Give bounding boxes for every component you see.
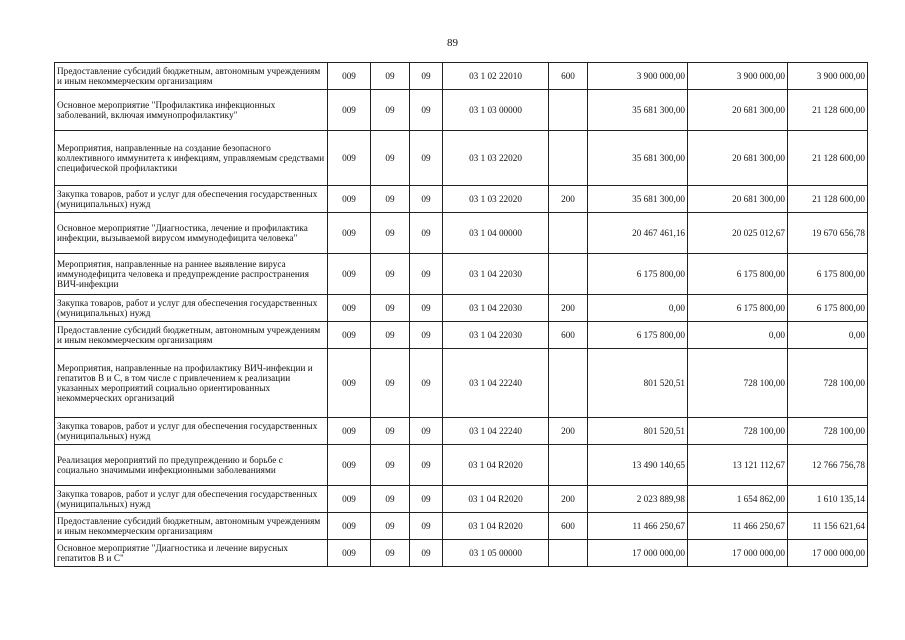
- amount-year3-cell: 0,00: [788, 322, 868, 349]
- table-body: [55, 63, 868, 567]
- table-row: [55, 90, 868, 131]
- table-row: [55, 213, 868, 254]
- amount-year1-cell: 6 175 800,00: [588, 254, 688, 295]
- amount-year3-cell: 1 610 135,14: [788, 486, 868, 513]
- amount-year3-cell: 728 100,00: [788, 349, 868, 418]
- expense-type-cell: 600: [549, 63, 588, 90]
- expense-type-cell: [549, 254, 588, 295]
- amount-year1-cell: 17 000 000,00: [588, 540, 688, 567]
- target-article-cell: 03 1 04 00000: [443, 213, 549, 254]
- amount-year1-cell: 35 681 300,00: [588, 90, 688, 131]
- table-row: [55, 486, 868, 513]
- target-article-cell: 03 1 04 R2020: [443, 445, 549, 486]
- ministry-code-cell: 009: [328, 418, 371, 445]
- subsection-code-cell: 09: [410, 254, 443, 295]
- subsection-code-cell: 09: [410, 540, 443, 567]
- row-name-cell: Закупка товаров, работ и услуг для обеспечения государственных (муниципальных) нужд: [55, 486, 328, 513]
- ministry-code-cell: 009: [328, 486, 371, 513]
- amount-year1-cell: 0,00: [588, 295, 688, 322]
- amount-year1-cell: 3 900 000,00: [588, 63, 688, 90]
- target-article-cell: 03 1 04 22030: [443, 322, 549, 349]
- target-article-cell: 03 1 04 R2020: [443, 486, 549, 513]
- expense-type-cell: 200: [549, 418, 588, 445]
- amount-year2-cell: 20 681 300,00: [688, 131, 788, 186]
- ministry-code-cell: 009: [328, 213, 371, 254]
- target-article-cell: 03 1 04 22030: [443, 254, 549, 295]
- expense-type-cell: 200: [549, 295, 588, 322]
- row-name-cell: Основное мероприятие "Профилактика инфекционных заболеваний, включая иммунопрофилактику": [55, 90, 328, 131]
- amount-year1-cell: 35 681 300,00: [588, 186, 688, 213]
- amount-year2-cell: 3 900 000,00: [688, 63, 788, 90]
- row-name-cell: Основное мероприятие "Диагностика, лечение и профилактика инфекции, вызываемой вирусом иммунодефицита человека": [55, 213, 328, 254]
- target-article-cell: 03 1 05 00000: [443, 540, 549, 567]
- row-name-cell: Мероприятия, направленные на профилактику ВИЧ-инфекции и гепатитов B и C, в том числе с привлечением к реализации указанных мероприятий социально ориентированных некоммерческих организаций: [55, 349, 328, 418]
- section-code-cell: 09: [371, 540, 410, 567]
- amount-year2-cell: 17 000 000,00: [688, 540, 788, 567]
- row-name-cell: Реализация мероприятий по предупреждению и борьбе с социально значимыми инфекционными заболеваниями: [55, 445, 328, 486]
- expense-type-cell: 200: [549, 486, 588, 513]
- subsection-code-cell: 09: [410, 186, 443, 213]
- amount-year1-cell: 801 520,51: [588, 349, 688, 418]
- amount-year1-cell: 13 490 140,65: [588, 445, 688, 486]
- subsection-code-cell: 09: [410, 295, 443, 322]
- table-row: [55, 349, 868, 418]
- subsection-code-cell: 09: [410, 445, 443, 486]
- amount-year2-cell: 13 121 112,67: [688, 445, 788, 486]
- subsection-code-cell: 09: [410, 486, 443, 513]
- amount-year3-cell: 21 128 600,00: [788, 186, 868, 213]
- ministry-code-cell: 009: [328, 540, 371, 567]
- section-code-cell: 09: [371, 213, 410, 254]
- row-name-cell: Мероприятия, направленные на раннее выявление вируса иммунодефицита человека и предупреждение распространения ВИЧ-инфекции: [55, 254, 328, 295]
- ministry-code-cell: 009: [328, 445, 371, 486]
- amount-year1-cell: 11 466 250,67: [588, 513, 688, 540]
- amount-year2-cell: 0,00: [688, 322, 788, 349]
- expense-type-cell: [549, 445, 588, 486]
- target-article-cell: 03 1 04 22030: [443, 295, 549, 322]
- table-row: [55, 63, 868, 90]
- table-row: [55, 322, 868, 349]
- target-article-cell: 03 1 03 22020: [443, 131, 549, 186]
- ministry-code-cell: 009: [328, 349, 371, 418]
- expense-type-cell: [549, 131, 588, 186]
- amount-year2-cell: 20 681 300,00: [688, 90, 788, 131]
- target-article-cell: 03 1 04 22240: [443, 349, 549, 418]
- amount-year1-cell: 20 467 461,16: [588, 213, 688, 254]
- row-name-cell: Предоставление субсидий бюджетным, автономным учреждениям и иным некоммерческим организациям: [55, 63, 328, 90]
- row-name-cell: Закупка товаров, работ и услуг для обеспечения государственных (муниципальных) нужд: [55, 295, 328, 322]
- section-code-cell: 09: [371, 63, 410, 90]
- amount-year3-cell: 21 128 600,00: [788, 90, 868, 131]
- table-row: [55, 540, 868, 567]
- expense-type-cell: 600: [549, 322, 588, 349]
- expense-type-cell: [549, 90, 588, 131]
- ministry-code-cell: 009: [328, 254, 371, 295]
- ministry-code-cell: 009: [328, 513, 371, 540]
- row-name-cell: Предоставление субсидий бюджетным, автономным учреждениям и иным некоммерческим организациям: [55, 322, 328, 349]
- amount-year3-cell: 6 175 800,00: [788, 254, 868, 295]
- ministry-code-cell: 009: [328, 295, 371, 322]
- target-article-cell: 03 1 04 R2020: [443, 513, 549, 540]
- expense-type-cell: 200: [549, 186, 588, 213]
- row-name-cell: Основное мероприятие "Диагностика и лечение вирусных гепатитов B и C": [55, 540, 328, 567]
- amount-year3-cell: 21 128 600,00: [788, 131, 868, 186]
- row-name-cell: Предоставление субсидий бюджетным, автономным учреждениям и иным некоммерческим организациям: [55, 513, 328, 540]
- subsection-code-cell: 09: [410, 90, 443, 131]
- target-article-cell: 03 1 03 22020: [443, 186, 549, 213]
- target-article-cell: 03 1 03 00000: [443, 90, 549, 131]
- section-code-cell: 09: [371, 90, 410, 131]
- table-row: [55, 295, 868, 322]
- table-row: [55, 418, 868, 445]
- amount-year3-cell: 3 900 000,00: [788, 63, 868, 90]
- row-name-cell: Мероприятия, направленные на создание безопасного коллективного иммунитета к инфекциям, управляемым средствами специфической профилактики: [55, 131, 328, 186]
- amount-year2-cell: 6 175 800,00: [688, 295, 788, 322]
- amount-year1-cell: 6 175 800,00: [588, 322, 688, 349]
- table-row: [55, 186, 868, 213]
- ministry-code-cell: 009: [328, 322, 371, 349]
- amount-year3-cell: 6 175 800,00: [788, 295, 868, 322]
- section-code-cell: 09: [371, 254, 410, 295]
- section-code-cell: 09: [371, 445, 410, 486]
- section-code-cell: 09: [371, 186, 410, 213]
- amount-year3-cell: 11 156 621,64: [788, 513, 868, 540]
- amount-year2-cell: 20 681 300,00: [688, 186, 788, 213]
- subsection-code-cell: 09: [410, 322, 443, 349]
- amount-year1-cell: 2 023 889,98: [588, 486, 688, 513]
- section-code-cell: 09: [371, 349, 410, 418]
- section-code-cell: 09: [371, 418, 410, 445]
- expense-type-cell: [549, 540, 588, 567]
- row-name-cell: Закупка товаров, работ и услуг для обеспечения государственных (муниципальных) нужд: [55, 186, 328, 213]
- table-row: [55, 445, 868, 486]
- amount-year2-cell: 20 025 012,67: [688, 213, 788, 254]
- expense-type-cell: 600: [549, 513, 588, 540]
- amount-year2-cell: 1 654 862,00: [688, 486, 788, 513]
- section-code-cell: 09: [371, 131, 410, 186]
- budget-table: [54, 62, 868, 567]
- ministry-code-cell: 009: [328, 131, 371, 186]
- amount-year2-cell: 728 100,00: [688, 418, 788, 445]
- amount-year3-cell: 728 100,00: [788, 418, 868, 445]
- section-code-cell: 09: [371, 486, 410, 513]
- ministry-code-cell: 009: [328, 186, 371, 213]
- amount-year2-cell: 11 466 250,67: [688, 513, 788, 540]
- target-article-cell: 03 1 02 22010: [443, 63, 549, 90]
- section-code-cell: 09: [371, 513, 410, 540]
- amount-year3-cell: 17 000 000,00: [788, 540, 868, 567]
- table-row: [55, 513, 868, 540]
- expense-type-cell: [549, 349, 588, 418]
- subsection-code-cell: 09: [410, 418, 443, 445]
- row-name-cell: Закупка товаров, работ и услуг для обеспечения государственных (муниципальных) нужд: [55, 418, 328, 445]
- ministry-code-cell: 009: [328, 63, 371, 90]
- expense-type-cell: [549, 213, 588, 254]
- amount-year1-cell: 35 681 300,00: [588, 131, 688, 186]
- amount-year3-cell: 12 766 756,78: [788, 445, 868, 486]
- amount-year2-cell: 6 175 800,00: [688, 254, 788, 295]
- target-article-cell: 03 1 04 22240: [443, 418, 549, 445]
- subsection-code-cell: 09: [410, 513, 443, 540]
- subsection-code-cell: 09: [410, 63, 443, 90]
- ministry-code-cell: 009: [328, 90, 371, 131]
- amount-year2-cell: 728 100,00: [688, 349, 788, 418]
- page-number: 89: [447, 37, 458, 49]
- amount-year3-cell: 19 670 656,78: [788, 213, 868, 254]
- subsection-code-cell: 09: [410, 349, 443, 418]
- subsection-code-cell: 09: [410, 213, 443, 254]
- section-code-cell: 09: [371, 322, 410, 349]
- subsection-code-cell: 09: [410, 131, 443, 186]
- section-code-cell: 09: [371, 295, 410, 322]
- table-row: [55, 254, 868, 295]
- amount-year1-cell: 801 520,51: [588, 418, 688, 445]
- table-row: [55, 131, 868, 186]
